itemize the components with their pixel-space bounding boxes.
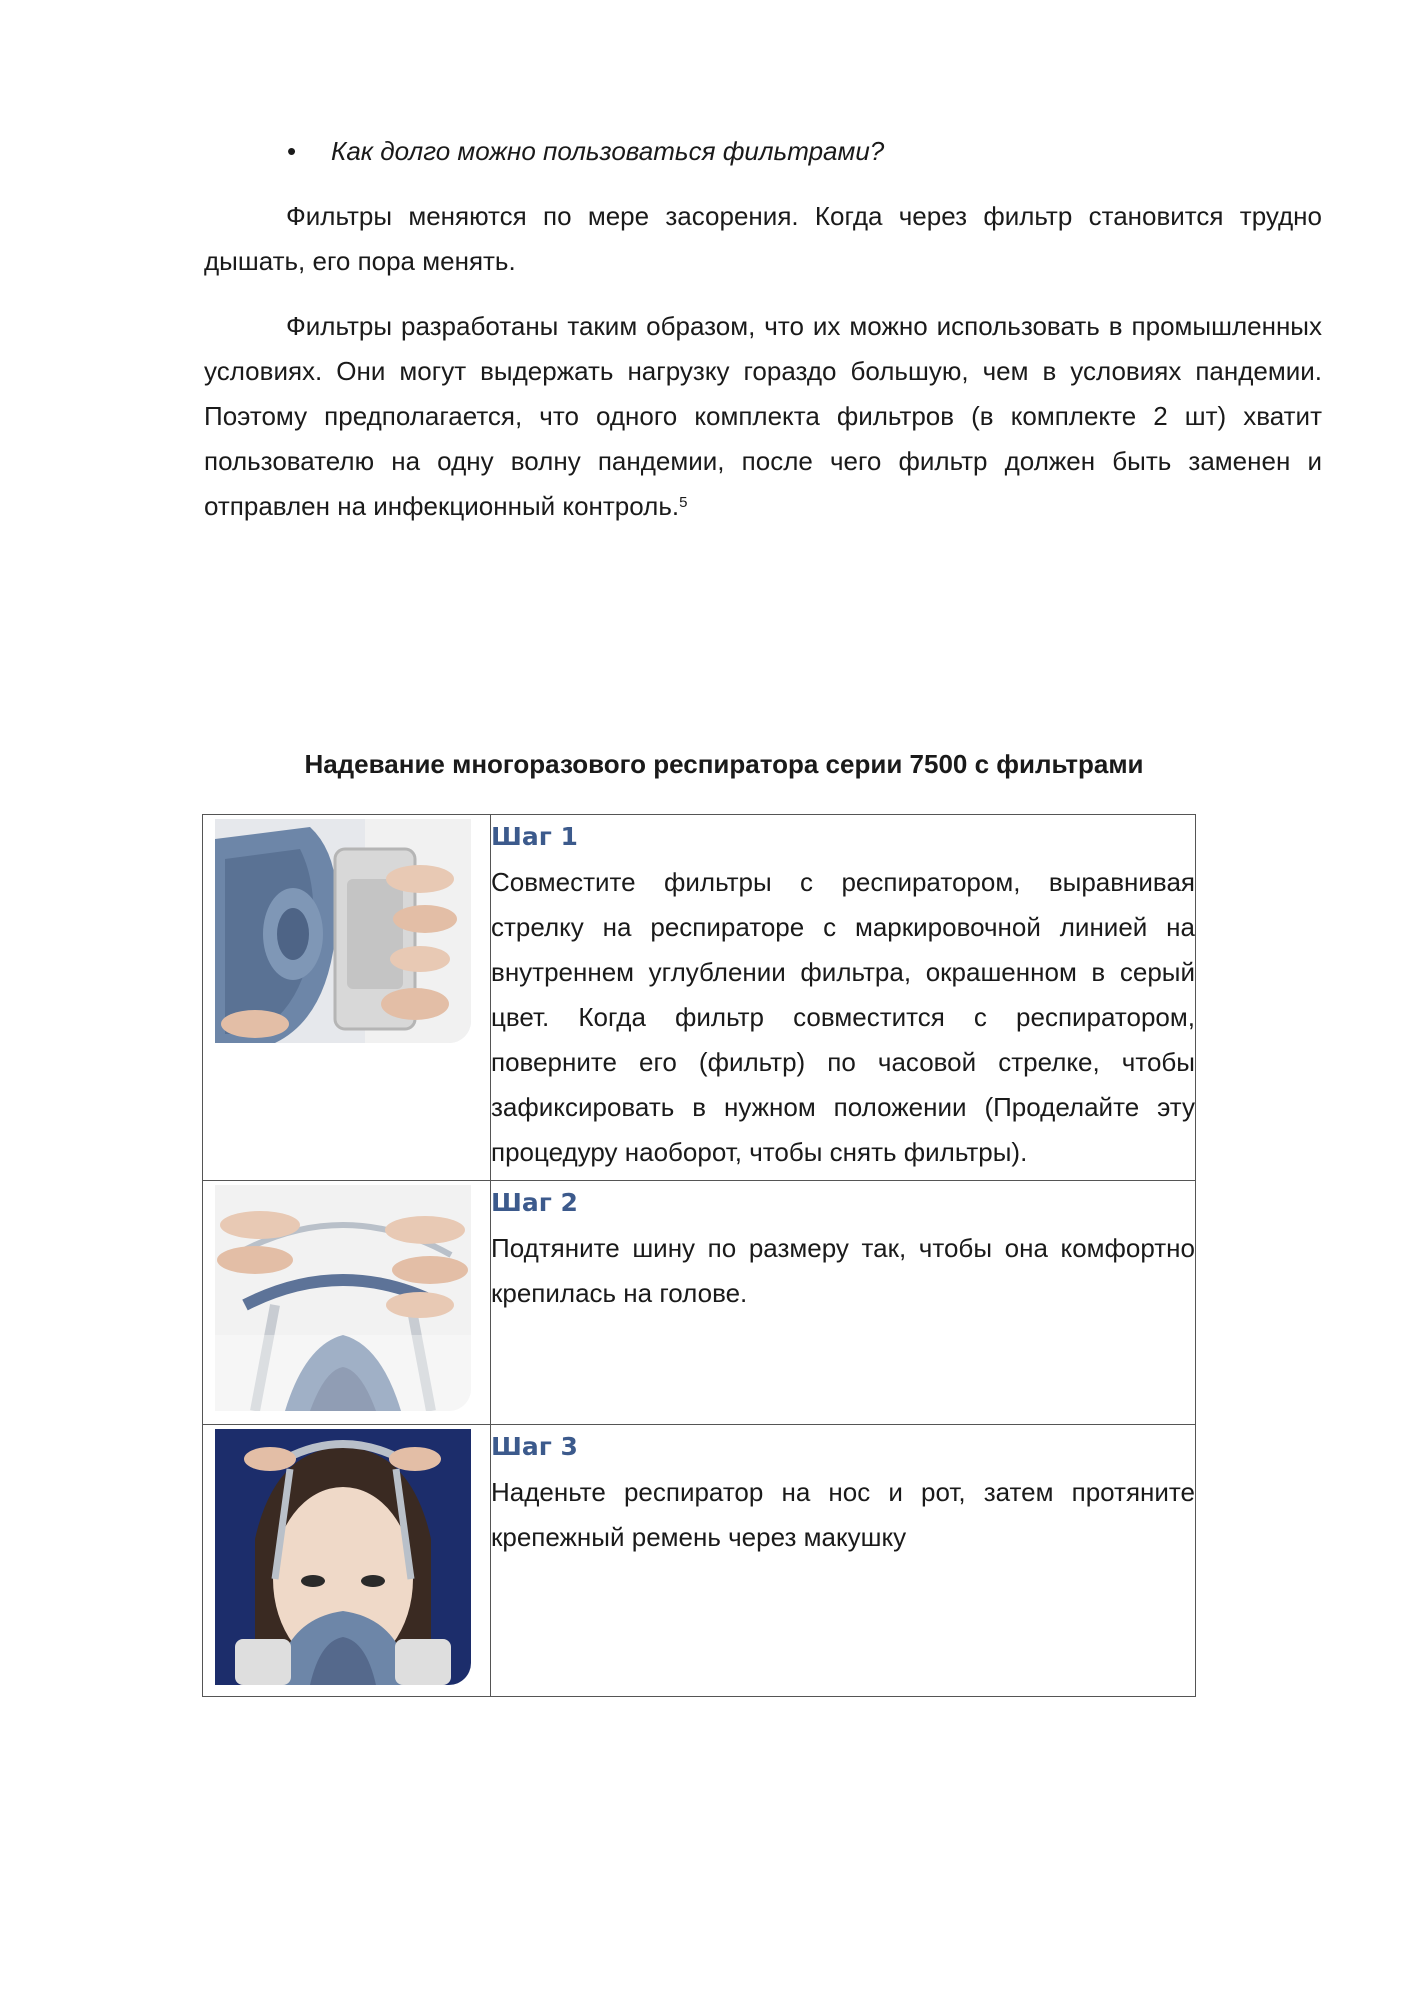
step-row-3 <box>203 1425 1196 1697</box>
question-line <box>287 131 884 171</box>
filter-attach-photo <box>215 819 471 1043</box>
step-row-2 <box>203 1181 1196 1425</box>
headband-adjust-photo <box>215 1185 471 1411</box>
step-2-title: Шаг 2 <box>491 1188 578 1217</box>
paragraph-filter-durability <box>204 304 1322 529</box>
step-1-text-cell <box>491 815 1196 1181</box>
section-heading: Надевание многоразового респиратора серии 7500 с фильтрами <box>304 749 1144 779</box>
step-3-text: Наденьте респиратор на нос и рот, затем протяните крепежный ремень через макушку <box>491 1477 1195 1552</box>
step-1-image-cell <box>203 815 491 1181</box>
bullet-marker: • <box>287 136 297 166</box>
step-1-text: Совместите фильтры с респиратором, выравнивая стрелку на респираторе с маркировочной линией на внутреннем углублении фильтра, окрашенном в серый цвет. Когда фильтр совместится с респиратором, поверните его (фильтр) по часовой стрелке, чтобы зафиксировать в нужном положении (Проделайте эту процедуру наоборот, чтобы снять фильтры). <box>491 867 1195 1167</box>
step-2-text-cell <box>491 1181 1196 1425</box>
respirator-wearing-photo <box>215 1429 471 1685</box>
paragraph-filter-replacement: Фильтры меняются по мере засорения. Когда через фильтр становится трудно дышать, его пора менять. <box>204 201 1322 276</box>
step-1-title: Шаг 1 <box>491 822 578 851</box>
instructions-table <box>202 814 1196 1697</box>
step-2-text: Подтяните шину по размеру так, чтобы она комфортно крепилась на голове. <box>491 1233 1195 1308</box>
step-2-image-cell <box>203 1181 491 1425</box>
step-row-1 <box>203 815 1196 1181</box>
question-text: Как долго можно пользоваться фильтрами? <box>331 136 885 166</box>
step-3-text-cell <box>491 1425 1196 1697</box>
step-3-title: Шаг 3 <box>491 1432 578 1461</box>
step-3-image-cell <box>203 1425 491 1697</box>
paragraph-filter-durability-text: Фильтры разработаны таким образом, что их можно использовать в промышленных условиях. Они могут выдержать нагрузку гораздо большую, чем в условиях пандемии. Поэтому предполагается, что одного комплекта фильтров (в комплекте 2 шт) хватит пользователю на одну волну пандемии, после чего фильтр должен быть заменен и отправлен на инфекционный контроль. <box>204 311 1322 521</box>
footnote-ref: 5 <box>679 494 688 511</box>
